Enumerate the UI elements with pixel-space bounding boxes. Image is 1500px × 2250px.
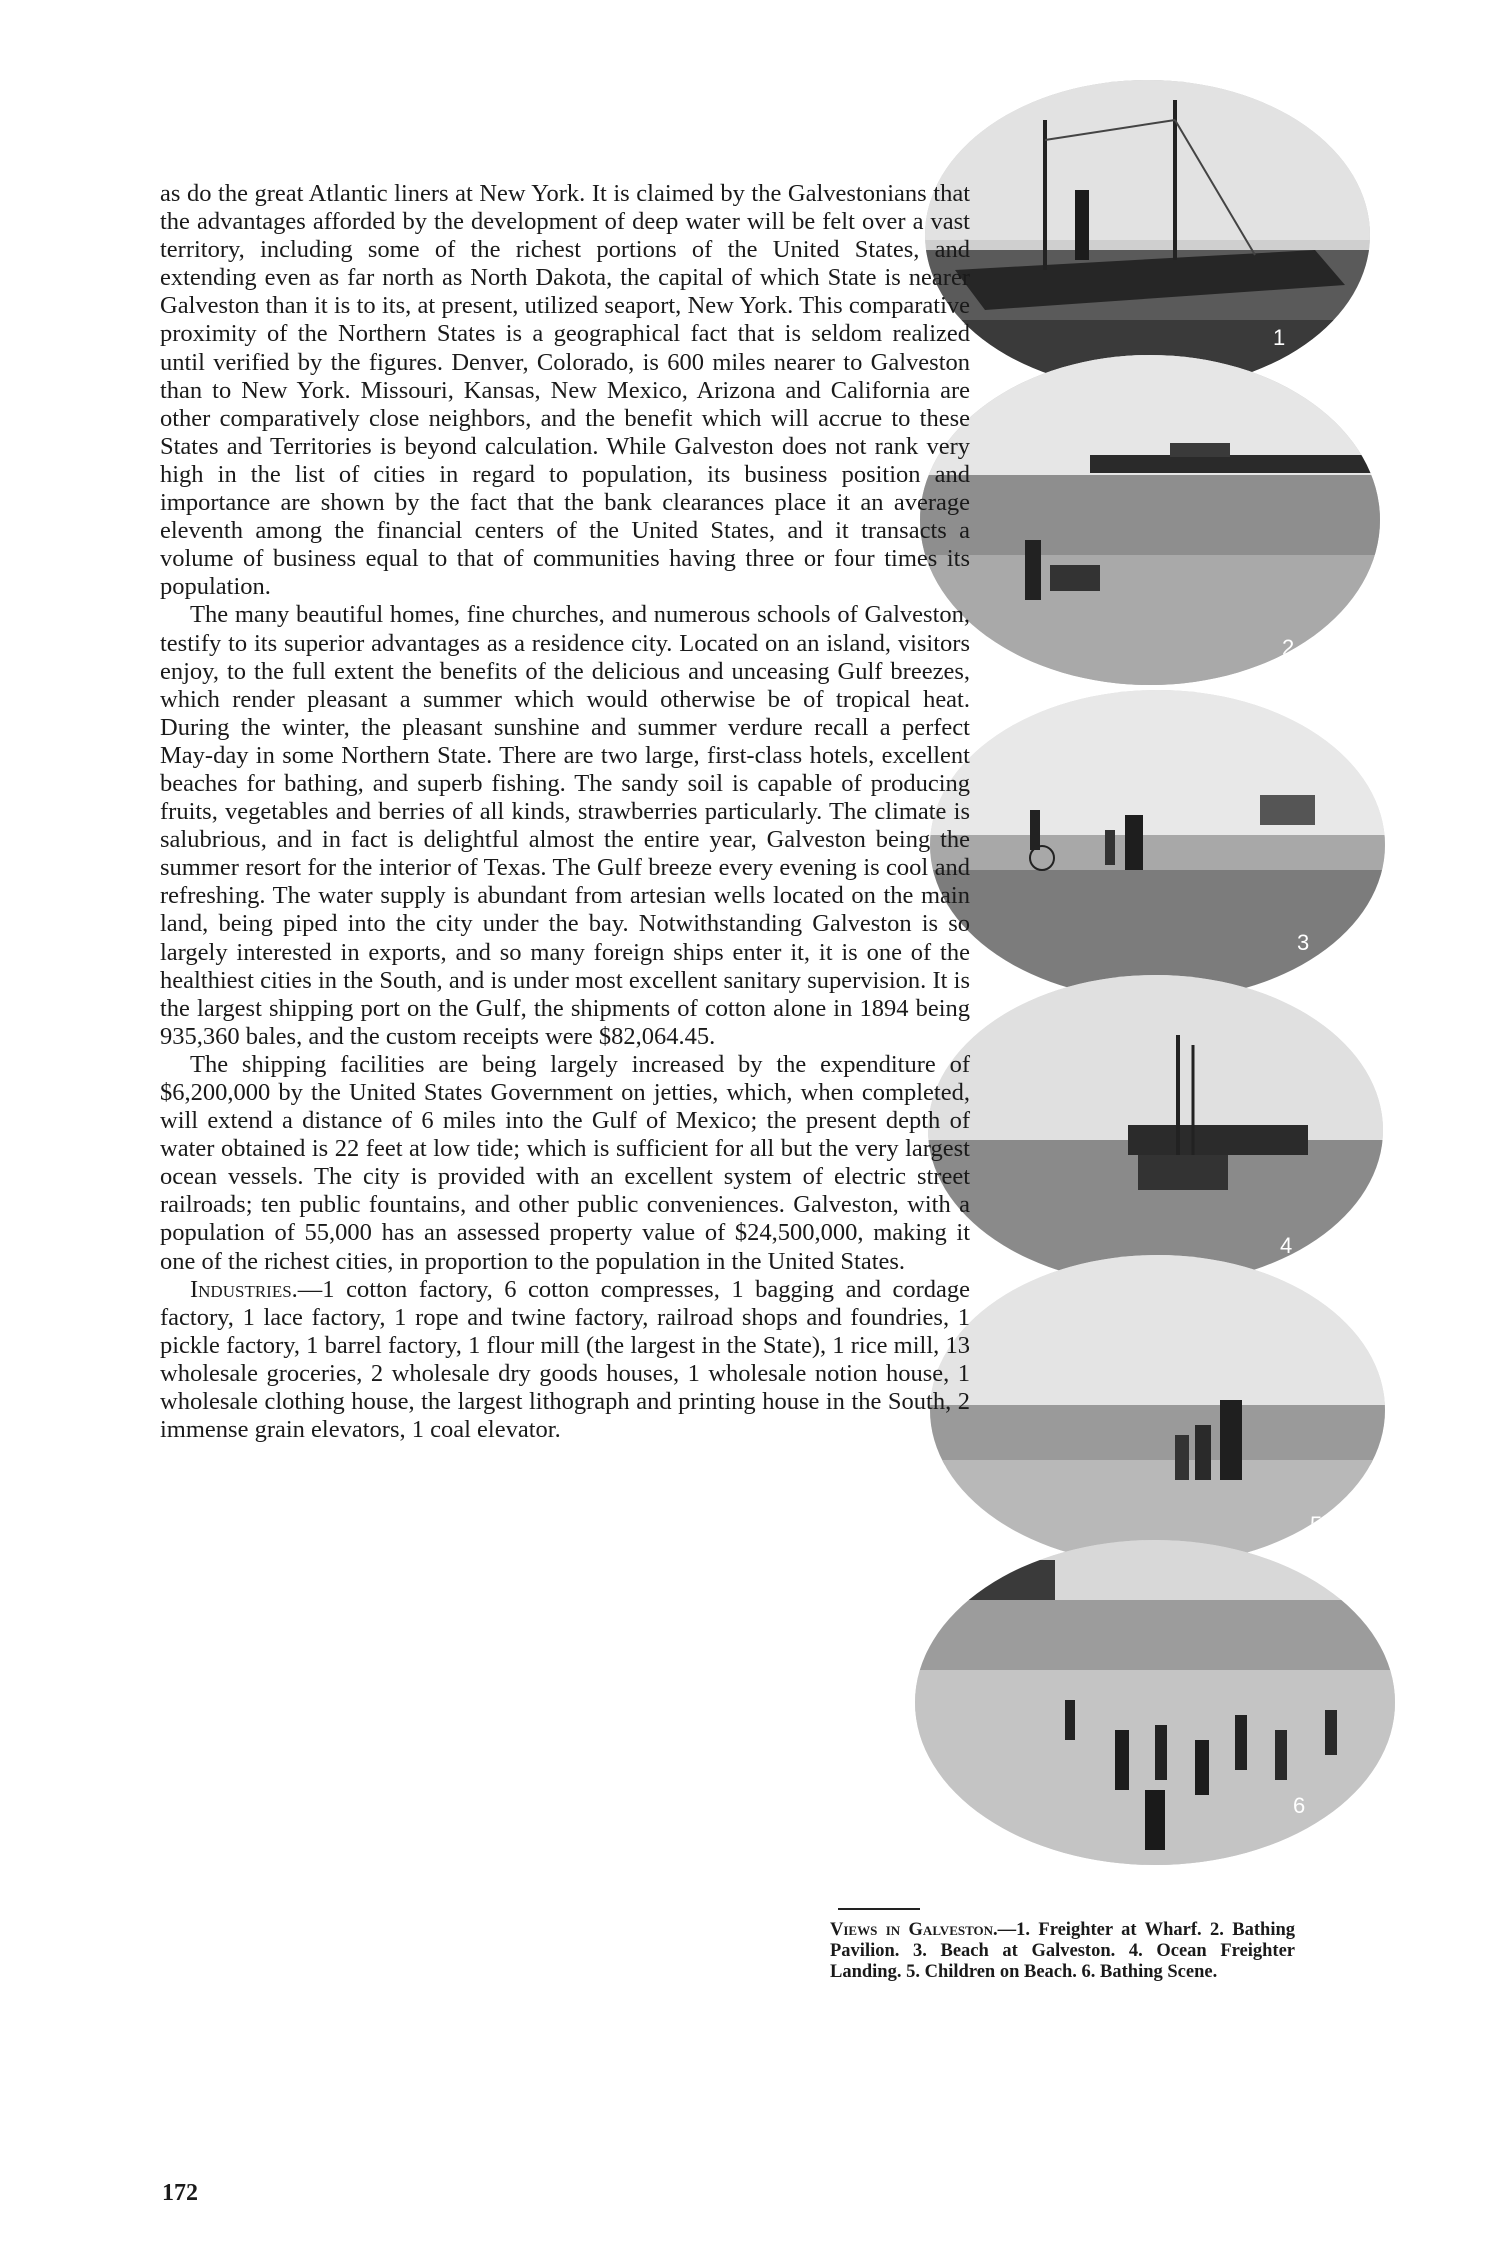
photo-number-label: 3	[1297, 930, 1310, 955]
caption-label: Views in Galveston.	[830, 1920, 998, 1940]
photo-beach-at-galveston	[930, 690, 1385, 1000]
photo-children-on-beach	[930, 1255, 1385, 1565]
photo-caption	[830, 1920, 1295, 1983]
article-paragraph: as do the great Atlantic liners at New York. It is claimed by the Galvestonians that the advantages afforded by the development of deep water will be felt over a vast territory, including some of the richest portions of the United States, and extending even as far north as North Dakota, the capital of which State is nearer Galveston than it is to its, at present, utilized seaport, New York. This comparative proximity of the Northern States is a geographical fact that is seldom realized until verified by the figures. Denver, Colorado, is 600 miles nearer to Galveston than to New York. Missouri, Kansas, New Mexico, Arizona and California are other comparatively close neighbors, and the benefit which will accrue to these States and Territories is beyond calculation. While Galveston does not rank very high in the list of cities in regard to population, its business position and importance are shown by the fact that the bank clearances place it an average eleventh among the financial centers of the United States, and it transacts a volume of business equal to that of communities having three or four times its population.	[160, 180, 970, 601]
photo-number-label: 6	[1293, 1793, 1306, 1818]
photo-bathing-pavilion	[920, 355, 1380, 685]
caption-rule	[838, 1908, 920, 1910]
photo-bathing-scene	[915, 1540, 1395, 1865]
photo-ocean-freighter-landing	[928, 975, 1383, 1285]
page-number: 172	[162, 2180, 198, 2206]
industries-paragraph	[160, 1276, 970, 1445]
caption-text: —1. Freighter at Wharf. 2. Bathing Pavilion. 3. Beach at Galveston. 4. Ocean Freighter Landing. 5. Children on Beach. 6. Bathing Scene.	[830, 1920, 1295, 1982]
photo-number-label: 4	[1280, 1233, 1293, 1258]
article-paragraph: The many beautiful homes, fine churches, and numerous schools of Galveston, testify to its superior advantages as a residence city. Located on an island, visitors enjoy, to the full extent the benefits of the delicious and unceasing Gulf breezes, which render pleasant a summer which would otherwise be of tropical heat. During the winter, the pleasant sunshine and summer verdure recall a perfect May-day in some Northern State. There are two large, first-class hotels, excellent beaches for bathing, and superb fishing. The sandy soil is capable of producing fruits, vegetables and berries of all kinds, strawberries particularly. The climate is salubrious, and in fact is delightful almost the entire year, Galveston being the summer resort for the interior of Texas. The Gulf breeze every evening is cool and refreshing. The water supply is abundant from artesian wells located on the main land, being piped into the city under the bay. Notwithstanding Galveston is so largely interested in exports, and so many foreign ships enter it, it is one of the healthiest cities in the South, and is under most excellent sanitary supervision. It is the largest shipping port on the Gulf, the shipments of cotton alone in 1894 being 935,360 bales, and the custom receipts were $82,064.45.	[160, 601, 970, 1050]
photo-number-label: 1	[1273, 325, 1286, 350]
photo-number-label: 2	[1282, 635, 1295, 660]
article-paragraph: The shipping facilities are being largely increased by the expenditure of $6,200,000 by the United States Government on jetties, which, when completed, will extend a distance of 6 miles into the Gulf of Mexico; the present depth of water obtained is 22 feet at low tide; which is sufficient for all but the very largest ocean vessels. The city is provided with an excellent system of electric street railroads; ten public fountains, and other public conveniences. Galveston, with a population of 55,000 has an assessed property value of $24,500,000, making it one of the richest cities, in proportion to the population in the United States.	[160, 1050, 970, 1275]
photo-freighter-at-wharf	[925, 80, 1370, 390]
industries-label: Industries.	[190, 1275, 298, 1303]
industries-text: —1 cotton factory, 6 cotton compresses, 1 bagging and cordage factory, 1 lace factory, 1 rope and twine factory, railroad shops and foundries, 1 pickle factory, 1 barrel factory, 1 flour mill (the largest in the State), 1 rice mill, 13 wholesale groceries, 2 wholesale dry goods houses, 1 wholesale notion house, 1 wholesale clothing house, the largest lithograph and printing house in the South, 2 immense grain elevators, 1 coal elevator.	[160, 1275, 970, 1444]
article-body	[160, 180, 970, 1444]
photo-number-label: 5	[1310, 1512, 1323, 1537]
